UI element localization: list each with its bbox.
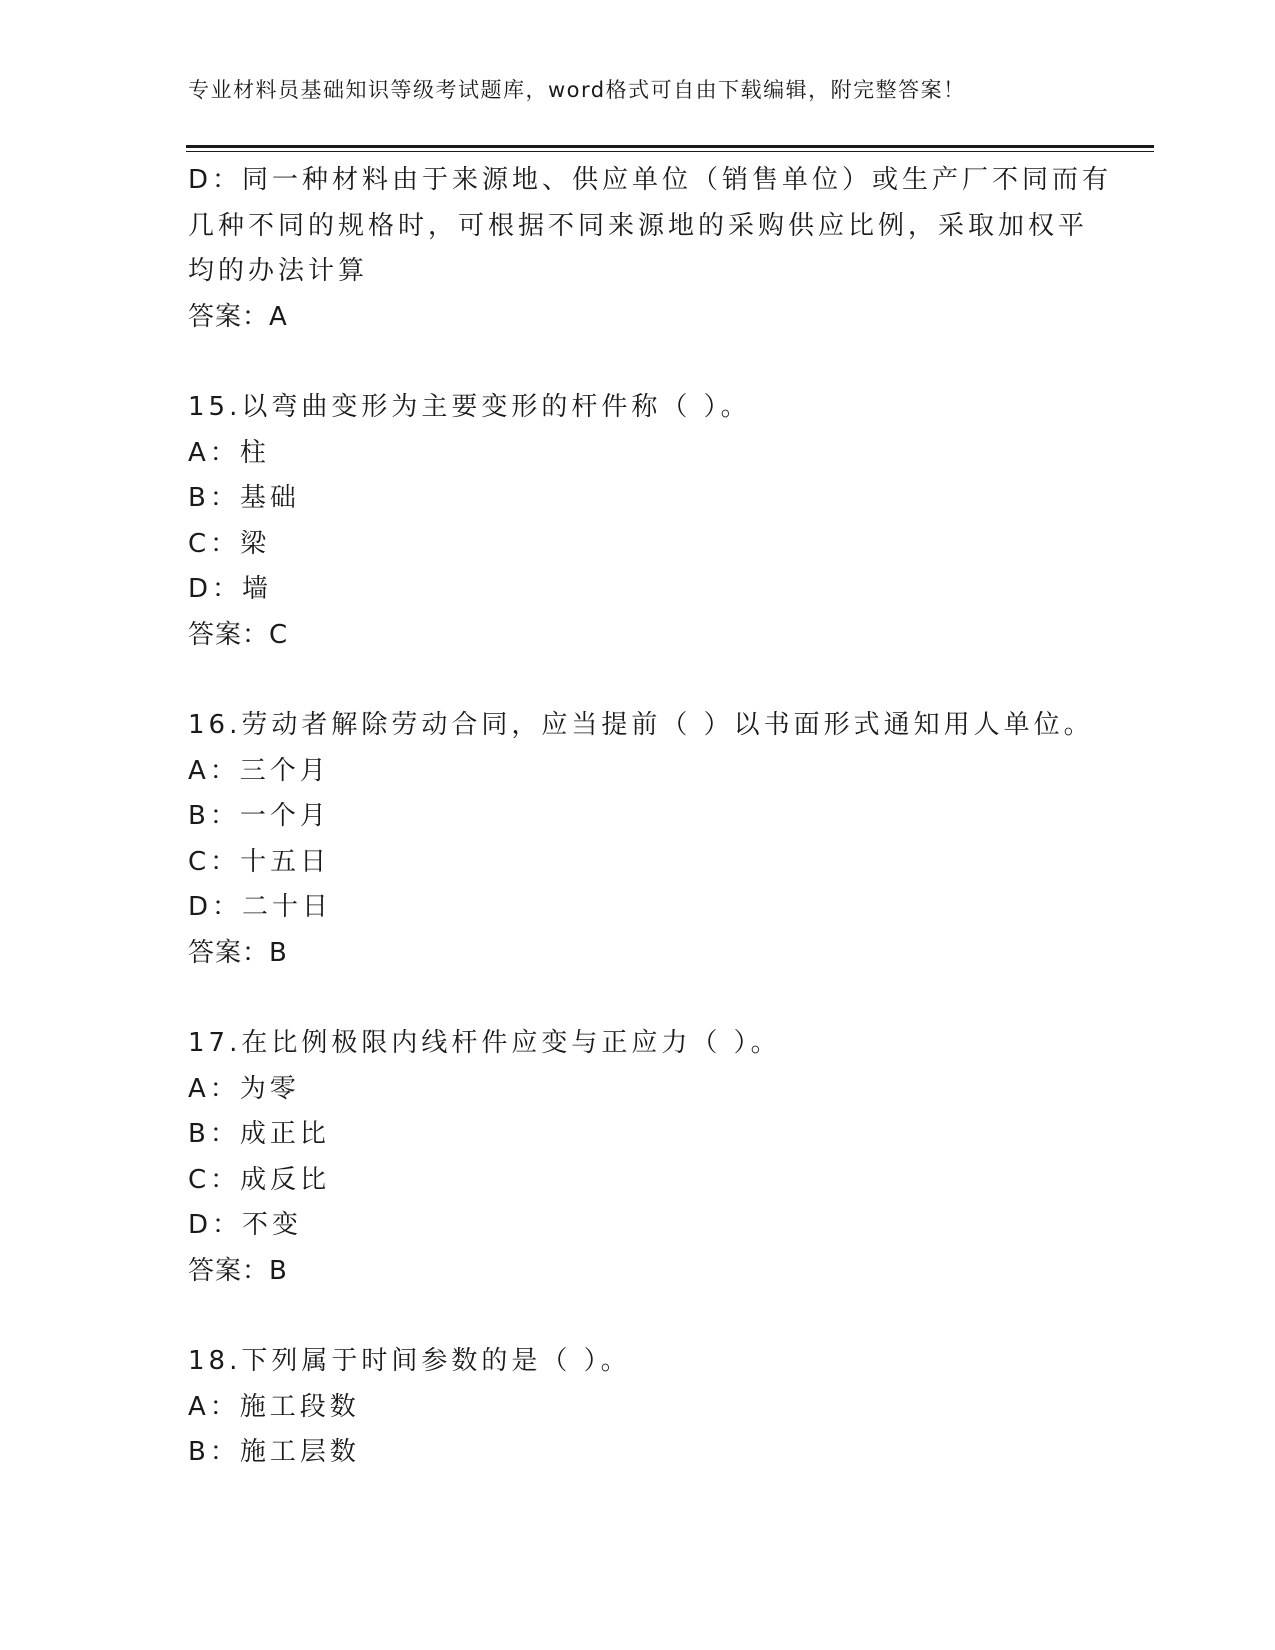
option-line: 均的办法计算: [188, 256, 369, 286]
answer-line: 答案：B: [188, 1255, 288, 1286]
option-a: A：施工段数: [188, 1391, 360, 1422]
question-stem: 17.在比例极限内线杆件应变与正应力（ ）。: [188, 1028, 781, 1058]
option-b: B：成正比: [188, 1119, 330, 1149]
answer-line: 答案：A: [188, 301, 288, 332]
option-c: C：十五日: [188, 846, 331, 877]
option-a: A：为零: [188, 1073, 300, 1104]
option-c: C：梁: [188, 528, 271, 559]
option-a: A：三个月: [188, 755, 330, 786]
option-d: D：二十日: [188, 892, 333, 922]
question-gap: [188, 658, 1088, 703]
question-content: [188, 158, 1113, 1476]
option-a: A：柱: [188, 437, 270, 468]
option-line: 几种不同的规格时，可根据不同来源地的采购供应比例，采取加权平: [188, 210, 1089, 241]
question-gap: [188, 976, 1088, 1021]
option-b: B：施工层数: [188, 1437, 360, 1467]
question-gap: [188, 340, 1088, 385]
carryover-block: [188, 158, 1113, 340]
answer-line: 答案：B: [188, 937, 288, 968]
option-b: B：基础: [188, 483, 300, 513]
question-18: [188, 1339, 1088, 1476]
question-15: [188, 385, 1088, 658]
option-d: D：不变: [188, 1210, 303, 1240]
question-gap: [188, 1294, 1088, 1339]
question-stem: 18.下列属于时间参数的是（ ）。: [188, 1346, 631, 1376]
question-16: [188, 703, 1094, 976]
question-stem: 15.以弯曲变形为主要变形的杆件称（ ）。: [188, 392, 751, 422]
answer-line: 答案：C: [188, 619, 289, 650]
option-c: C：成反比: [188, 1164, 331, 1195]
header-rule-thin: [186, 151, 1154, 152]
question-stem: 16.劳动者解除劳动合同，应当提前（ ）以书面形式通知用人单位。: [188, 710, 1094, 740]
header-rule-thick: [186, 145, 1154, 148]
option-line: D：同一种材料由于来源地、供应单位（销售单位）或生产厂不同而有: [188, 165, 1113, 195]
question-17: [188, 1021, 1088, 1294]
page-header: 专业材料员基础知识等级考试题库，word格式可自由下载编辑，附完整答案！: [188, 78, 966, 102]
option-d: D：墙: [188, 574, 273, 604]
option-b: B：一个月: [188, 801, 330, 831]
